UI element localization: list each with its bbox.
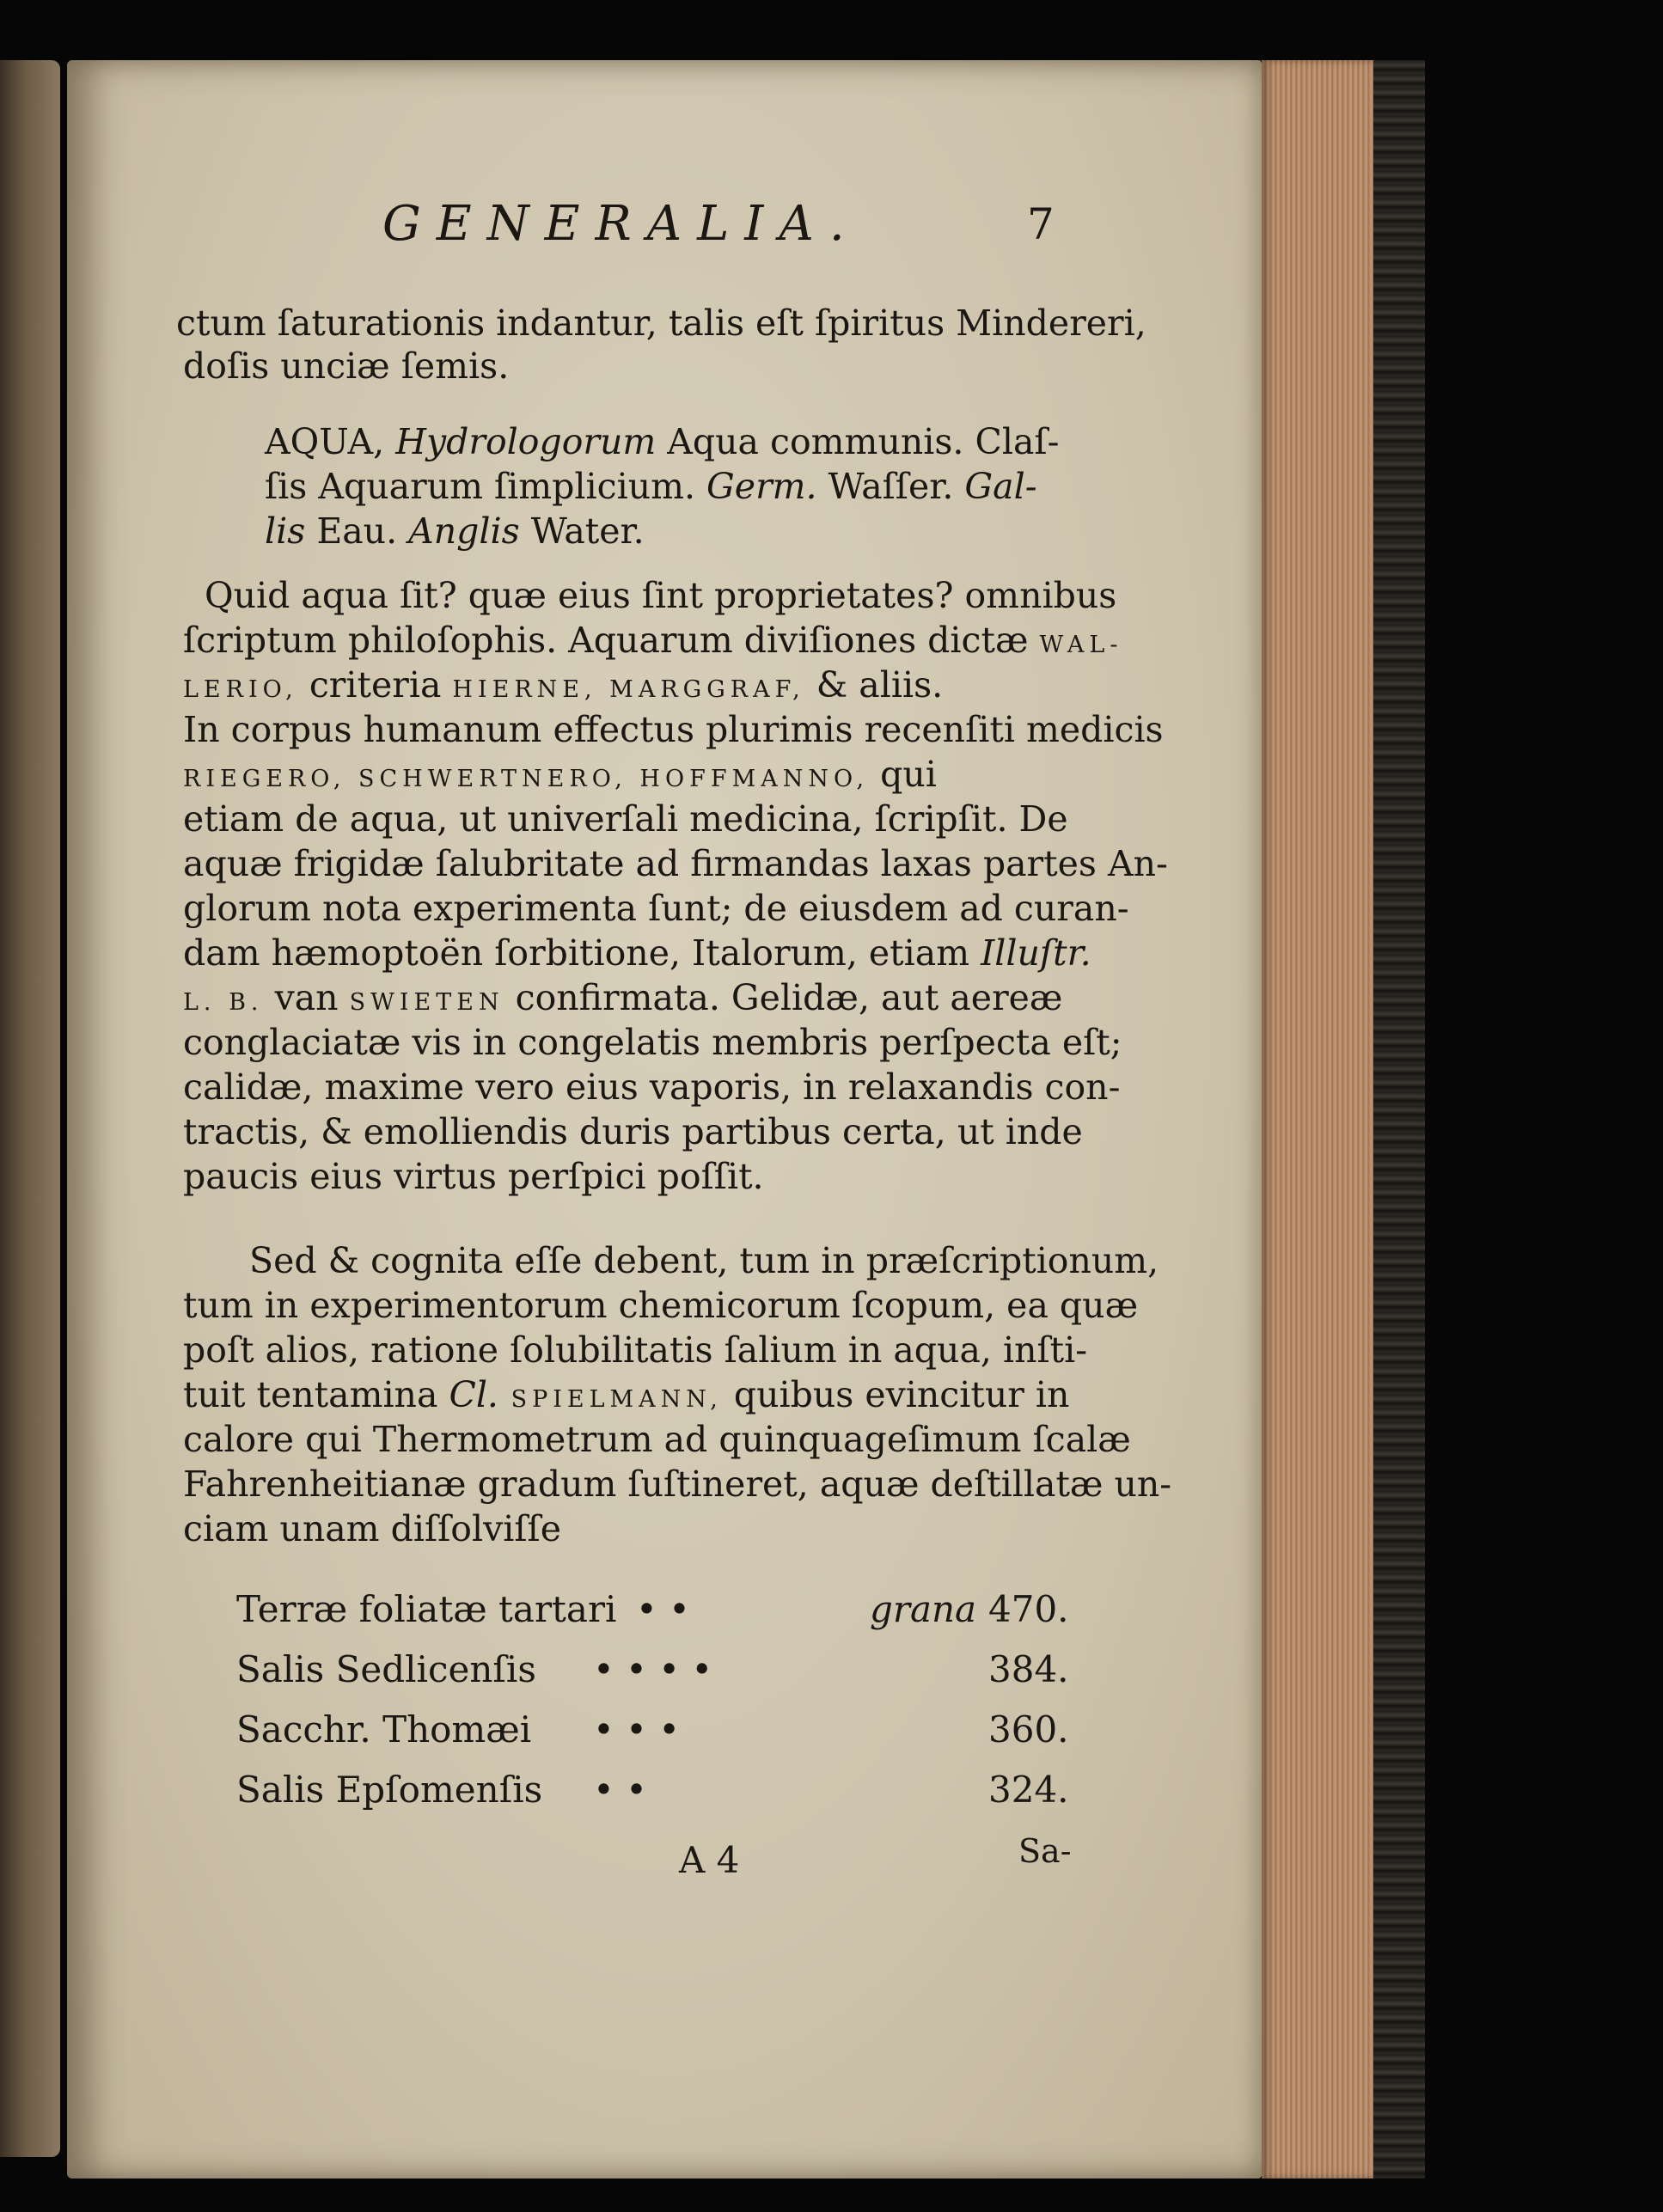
para3-line-6: Fahrenheitianæ gradum ſuſtineret, aquæ deſtillatæ un- bbox=[183, 1463, 1172, 1505]
para3-line-2: tum in experimentorum chemicorum ſcopum, ea quæ bbox=[183, 1285, 1139, 1326]
para2-line-5: RIEGERO, SCHWERTNERO, HOFFMANNO, qui bbox=[183, 754, 937, 795]
entry-line-2: ſis Aquarum ſimplicium. Germ. Waſſer. Gal- bbox=[265, 466, 1037, 507]
catchword: Sa- bbox=[1018, 1832, 1072, 1870]
page-number: 7 bbox=[1027, 199, 1055, 249]
signature-mark: A 4 bbox=[679, 1839, 740, 1881]
para2-line-3: LERIO, criteria HIERNE, MARGGRAF, & aliis. bbox=[183, 664, 944, 706]
para2-line-10: L. B. van SWIETEN confirmata. Gelidæ, aut aereæ bbox=[183, 977, 1063, 1018]
para1-line-1: ctum ſaturationis indantur, talis eſt ſpiritus Mindereri, bbox=[176, 302, 1146, 344]
table-row: Salis Sedlicenſis • • • • 384. bbox=[236, 1648, 1069, 1690]
para2-line-14: paucis eius virtus perſpici poſſit. bbox=[183, 1156, 764, 1197]
table-row: Salis Epſomenſis • • 324. bbox=[236, 1769, 1069, 1811]
running-title: GENERALIA. bbox=[382, 196, 860, 252]
para2-line-12: calidæ, maxime vero eius vaporis, in relaxandis con- bbox=[183, 1066, 1121, 1108]
para2-line-2: ſcriptum philoſophis. Aquarum diviſiones dictæ WAL- bbox=[183, 620, 1123, 661]
para3-line-1: Sed & cognita eſſe debent, tum in præſcriptionum, bbox=[249, 1240, 1159, 1281]
entry-line-1: AQUA, Hydrologorum Aqua communis. Claſ- bbox=[265, 421, 1060, 462]
table-row: Terræ foliatæ tartari • • grana 470. bbox=[236, 1588, 1069, 1630]
table-row: Sacchr. Thomæi • • • 360. bbox=[236, 1708, 1069, 1751]
para2-line-11: conglaciatæ vis in congelatis membris perſpecta eſt; bbox=[183, 1022, 1122, 1063]
para3-line-7: ciam unam diſſolviſſe bbox=[183, 1508, 561, 1549]
para2-line-8: glorum nota experimenta ſunt; de eiusdem ad curan- bbox=[183, 888, 1129, 929]
para3-line-5: calore qui Thermometrum ad quinquageſimum ſcalæ bbox=[183, 1419, 1131, 1460]
para1-line-2: doſis unciæ ſemis. bbox=[183, 345, 510, 387]
para2-line-6: etiam de aqua, ut univerſali medicina, ſcripſit. De bbox=[183, 798, 1068, 840]
facing-page-edge bbox=[0, 60, 60, 2157]
page-edges bbox=[1262, 60, 1373, 2178]
entry-headword: AQUA, bbox=[265, 421, 396, 462]
para3-line-3: poſt alios, ratione ſolubilitatis ſalium in aqua, inſti- bbox=[183, 1329, 1088, 1371]
para2-line-13: tractis, & emolliendis duris partibus certa, ut inde bbox=[183, 1111, 1083, 1152]
entry-line-3: lis Eau. Anglis Water. bbox=[265, 510, 645, 552]
para3-line-4: tuit tentamina Cl. SPIELMANN, quibus evincitur in bbox=[183, 1374, 1070, 1415]
book-cover-edge bbox=[1373, 60, 1425, 2178]
para2-line-1: Quid aqua ſit? quæ eius ſint proprietates? omnibus bbox=[205, 575, 1117, 616]
para2-line-7: aquæ frigidæ ſalubritate ad firmandas laxas partes An- bbox=[183, 843, 1168, 884]
para2-line-9: dam hæmoptoën ſorbitione, Italorum, etiam Illuſtr. bbox=[183, 932, 1091, 974]
para2-line-4: In corpus humanum effectus plurimis recenſiti medicis bbox=[183, 709, 1164, 750]
